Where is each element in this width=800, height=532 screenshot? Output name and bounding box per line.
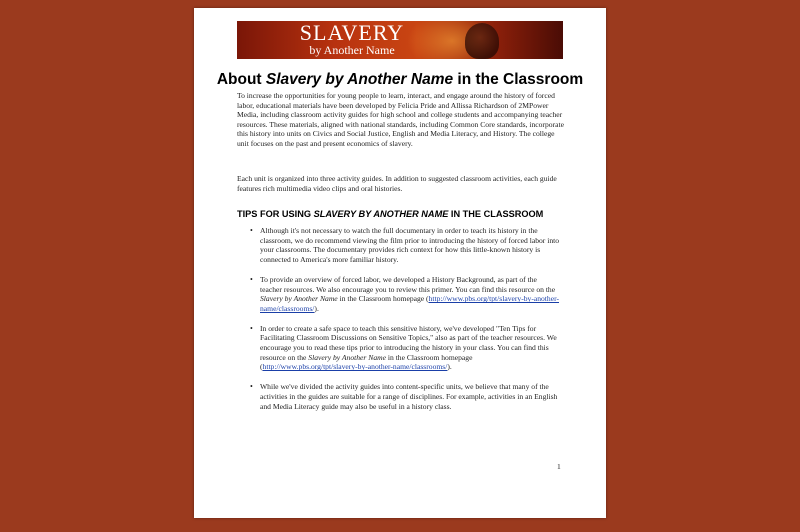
banner-title: SLAVERY <box>299 21 405 45</box>
title-banner <box>237 21 563 59</box>
tip-text: To provide an overview of forced labor, we developed a History Background, as part of the teacher resources. We also encourage you to review this primer. You can find this resource on the <box>260 274 556 294</box>
tip-text: Although it's not necessary to watch the full documentary in order to teach its history in the classroom, we do recommend viewing the film prior to introducing the history of forced labor into your classrooms. The documentary provides rich context for how this little-known history is connected to America's more familiar history. <box>260 226 560 265</box>
page-number: 1 <box>557 462 561 471</box>
tip-italic: Slavery by Another Name <box>308 352 386 362</box>
page-title <box>194 71 606 89</box>
bullet-icon: • <box>250 226 253 235</box>
tip-text: ). <box>447 362 452 372</box>
tips-heading-prefix: TIPS FOR USING <box>237 209 314 219</box>
tips-heading-italic: SLAVERY BY ANOTHER NAME <box>313 209 449 219</box>
banner-subtitle: by Another Name <box>309 43 395 57</box>
tip-item <box>250 382 560 411</box>
tip-item <box>250 323 560 373</box>
bullet-icon: • <box>250 323 253 333</box>
classroom-homepage-link[interactable]: http://www.pbs.org/tpt/slavery-by-another-name/classrooms/ <box>260 294 559 313</box>
tips-heading <box>237 209 567 219</box>
document-page <box>194 8 606 518</box>
tip-italic: Slavery by Another Name <box>260 294 338 304</box>
tip-item <box>250 226 560 265</box>
banner-portrait <box>465 23 499 59</box>
units-paragraph: Each unit is organized into three activity guides. In addition to suggested classroom activities, each guide features rich multimedia video clips and oral histories. <box>237 174 557 193</box>
title-prefix: About <box>216 71 266 88</box>
tip-text: In order to create a safe space to teach this sensitive history, we've developed "Ten Tips for Facilitating Classroom Discussions on Sensitive Topics," also as part of the teacher resources. We encourage you to read these tips prior to introducing the history in your class. You can find this resource on the <box>260 323 557 362</box>
bullet-icon: • <box>250 382 253 392</box>
title-italic: Slavery by Another Name <box>265 71 454 88</box>
tip-text: in the Classroom homepage ( <box>337 294 429 304</box>
tip-text: While we've divided the activity guides into content-specific units, we believe that many of the activities in the guides are suitable for a range of disciplines. For example, activities in an English and Media Literacy guide may also be useful in a history class. <box>260 382 558 411</box>
tips-heading-suffix: IN THE CLASSROOM <box>448 209 544 219</box>
tip-item <box>250 274 560 314</box>
classroom-homepage-link[interactable]: http://www.pbs.org/tpt/slavery-by-another-name/classrooms/ <box>262 362 448 372</box>
intro-paragraph: To increase the opportunities for young people to learn, interact, and engage around the history of forced labor, educational materials have been developed by Felicia Pride and Allissa Richardson of 2MPower Media, including classroom activity guides for high school and college students and accompanying teacher resources. These materials, aligned with national standards, including Common Core standards, incorporate this history into units on Civics and Social Justice, English and Media Literacy, and History. The college unit focuses on the past and present economics of slavery. <box>237 91 564 148</box>
bullet-icon: • <box>250 274 253 284</box>
tip-text: ). <box>314 303 319 313</box>
tips-list <box>250 226 560 411</box>
title-suffix: in the Classroom <box>453 71 584 88</box>
tip-text: in the Classroom homepage ( <box>260 352 473 372</box>
